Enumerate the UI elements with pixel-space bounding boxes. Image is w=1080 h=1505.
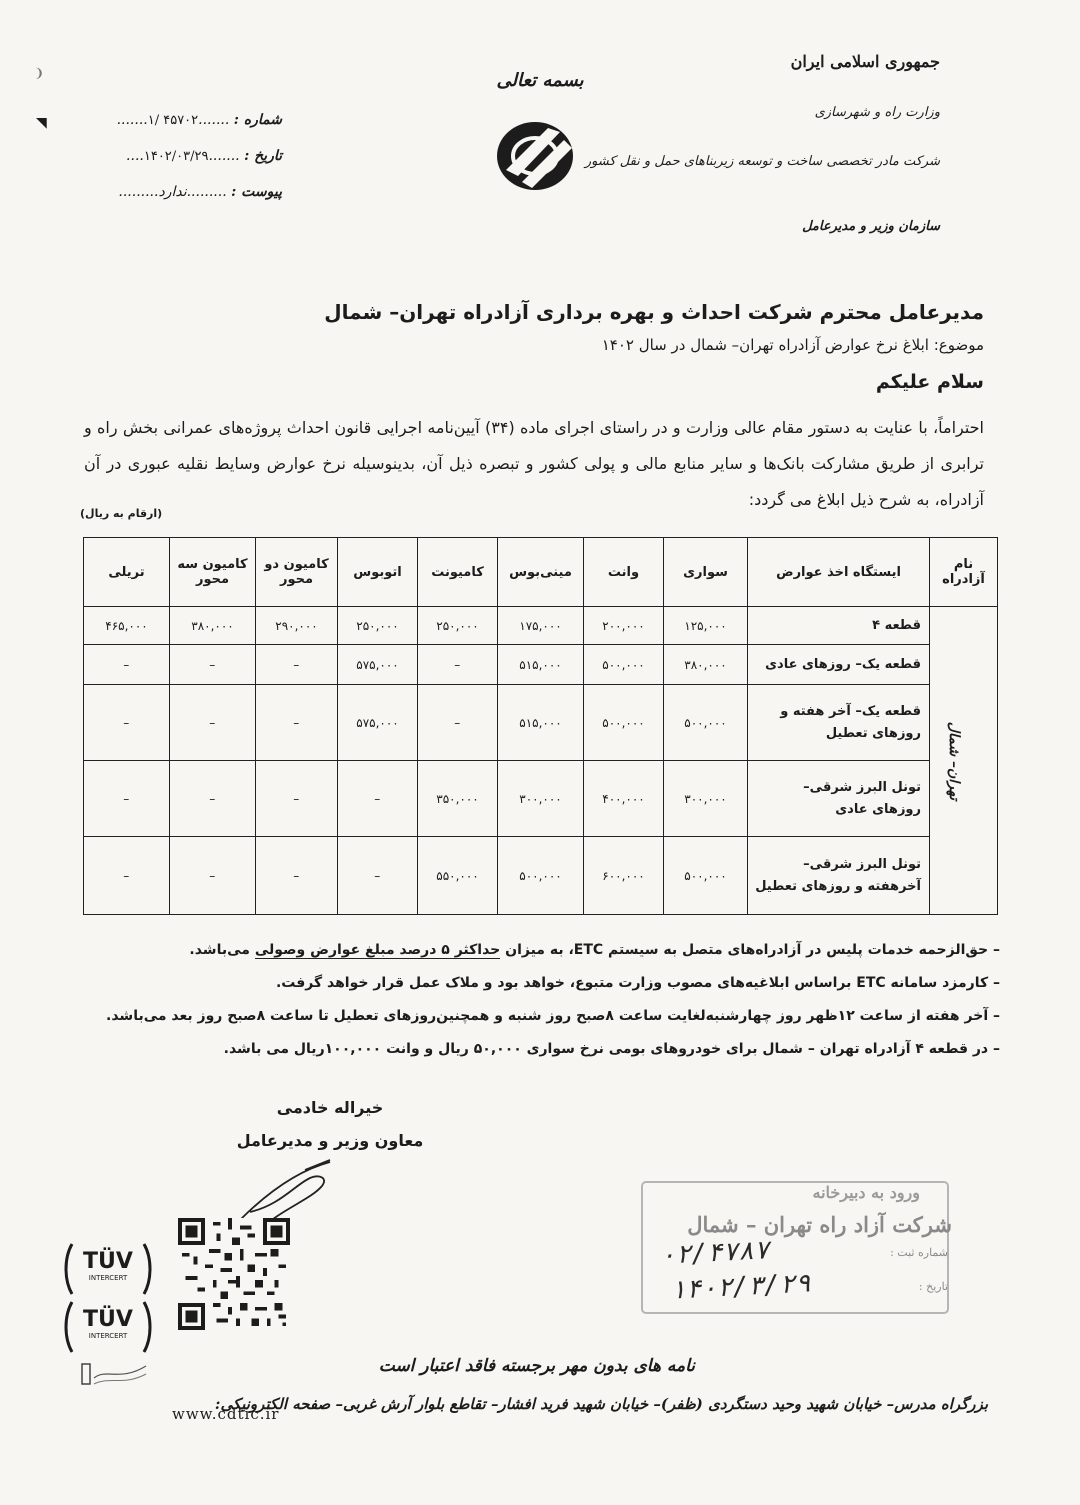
greeting: سلام علیکم <box>875 371 984 393</box>
station-cell: تونل البرز شرقی– روزهای عادی <box>748 761 930 837</box>
footer-validity-note: نامه های بدون مهر برجسته فاقد اعتبار است <box>378 1356 695 1376</box>
footer-website-link[interactable]: www.cdtic.ir <box>172 1405 280 1423</box>
notes <box>80 934 1000 1066</box>
rate-cell: ۳۸۰,۰۰۰ <box>170 607 256 645</box>
body-paragraph: احتراماً، با عنایت به دستور مقام عالی وزارت و در راستای اجرای ماده (۳۴) آیین‌نامه اجرایی قانون احداث پروژه‌های عمرانی بخش راه و ترابری از طریق مشارکت بانک‌ها و سایر منابع مالی و پولی کشور و تبصره ذیل آن، بدینوسیله نرخ عوارض وسایط نقلیه عبوری در آن آزادراه، به شرح ذیل ابلاغ می گردد: <box>84 418 985 509</box>
department-name: سازمان وزیر و مدیرعامل <box>802 219 940 234</box>
signer-block <box>230 1098 430 1150</box>
note-text: می‌باشد. <box>189 942 255 958</box>
rate-cell: ۶۰۰,۰۰۰ <box>584 837 664 915</box>
note-underlined: حداکثر ۵ درصد مبلغ عوارض وصولی <box>254 942 501 958</box>
attachment-row: پیوست : .........ندارد......... <box>118 184 282 200</box>
rate-cell: – <box>418 645 498 685</box>
rate-cell: ۳۰۰,۰۰۰ <box>664 761 748 837</box>
rate-cell: – <box>84 645 170 685</box>
column-header: اتوبوس <box>338 538 418 607</box>
table-header-row <box>84 538 998 607</box>
station-cell: قطعه یک– روزهای عادی <box>748 645 930 685</box>
tuv-certification-icon <box>62 1296 154 1358</box>
punch-mark: ❩ <box>34 66 45 80</box>
units-note: (ارقام به ریال) <box>80 507 163 520</box>
rate-cell: – <box>338 761 418 837</box>
note-item: – آخر هفته از ساعت ۱۲ظهر روز چهارشنبه‌لغایت ساعت ۸صبح روز شنبه و همچنین‌روزهای تعطیل تا ساعت ۸صبح روز بعد می‌باشد. <box>106 1008 1000 1024</box>
column-header: مینی‌بوس <box>498 538 584 607</box>
attachment-label: پیوست : <box>231 184 282 200</box>
column-header: نام آزادراه <box>930 538 998 607</box>
letter-meta <box>92 112 282 220</box>
number-value: ۱/ ۴۵۷۰۲ <box>147 113 199 128</box>
tuv-subtext: INTERCERT <box>88 1274 128 1282</box>
stamp-date-label: تاریخ : <box>918 1280 948 1293</box>
rate-cell: – <box>418 685 498 761</box>
note-text: – حق‌الزحمه خدمات پلیس در آزادراه‌های متصل به سیستم ETC، به میزان <box>500 942 1000 958</box>
table-row <box>84 645 998 685</box>
rate-cell: ۲۵۰,۰۰۰ <box>418 607 498 645</box>
rate-cell: ۴۶۵,۰۰۰ <box>84 607 170 645</box>
table-row <box>84 761 998 837</box>
rate-cell: ۵۰۰,۰۰۰ <box>584 685 664 761</box>
rate-cell: ۲۰۰,۰۰۰ <box>584 607 664 645</box>
rate-cell: ۵۱۵,۰۰۰ <box>498 645 584 685</box>
note-item <box>80 934 1000 967</box>
rate-cell: – <box>84 685 170 761</box>
rate-cell: ۱۲۵,۰۰۰ <box>664 607 748 645</box>
basmala: بسمه تعالی <box>496 70 584 91</box>
table-row <box>84 837 998 915</box>
footer-address: بزرگراه مدرس– خیابان شهید وحید دستگردی (ظفر)– خیابان شهید فرید افشار– تقاطع بلوار آرش غربی– صفحه الکترونیکی: <box>214 1395 988 1413</box>
rate-cell: – <box>170 761 256 837</box>
signer-name: خیراله خادمی <box>276 1098 384 1117</box>
signer-title: معاون وزیر و مدیرعامل <box>236 1131 424 1150</box>
letterhead <box>580 52 940 234</box>
date-value: ۱۴۰۲/۰۳/۲۹ <box>143 149 209 164</box>
handwritten-number: ۰۲/۴۷۸۷ <box>659 1235 771 1271</box>
rate-cell: ۳۵۰,۰۰۰ <box>418 761 498 837</box>
rate-cell: ۱۷۵,۰۰۰ <box>498 607 584 645</box>
rate-cell: ۳۸۰,۰۰۰ <box>664 645 748 685</box>
column-header: کامیونت <box>418 538 498 607</box>
rate-cell: ۵۷۵,۰۰۰ <box>338 645 418 685</box>
rate-cell: – <box>256 837 338 915</box>
rate-cell: – <box>256 645 338 685</box>
subject: موضوع: ابلاغ نرخ عوارض آزادراه تهران– شمال در سال ۱۴۰۲ <box>601 336 984 354</box>
toll-rates-table <box>83 537 998 915</box>
station-cell: تونل البرز شرقی– آخرهفته و روزهای تعطیل <box>748 837 930 915</box>
rate-cell: ۵۵۰,۰۰۰ <box>418 837 498 915</box>
note-item: – در قطعه ۴ آزادراه تهران – شمال برای خودروهای بومی نرخ سواری ۵۰,۰۰۰ ریال و وانت ۱۰۰,۰۰۰ریال می باشد. <box>223 1041 1000 1057</box>
rate-cell: – <box>256 685 338 761</box>
number-row: شماره : .......۱/ ۴۵۷۰۲....... <box>116 112 282 128</box>
tuv-text: TÜV <box>83 1307 133 1332</box>
handwritten-date: ۱۴۰۲/۳/۲۹ <box>669 1268 812 1306</box>
attachment-value: ندارد <box>158 184 187 200</box>
company-logo-icon <box>488 118 583 193</box>
tuv-subtext: INTERCERT <box>88 1332 128 1340</box>
tuv-certification-icon <box>62 1238 154 1300</box>
rate-cell: ۵۰۰,۰۰۰ <box>664 685 748 761</box>
rate-cell: ۵۱۵,۰۰۰ <box>498 685 584 761</box>
rate-cell: – <box>84 837 170 915</box>
column-header: کامیون سه محور <box>170 538 256 607</box>
rate-cell: ۵۰۰,۰۰۰ <box>664 837 748 915</box>
company-name: شرکت مادر تخصصی ساخت و توسعه زیربناهای حمل و نقل کشور <box>584 154 940 169</box>
rate-cell: ۲۹۰,۰۰۰ <box>256 607 338 645</box>
rate-cell: – <box>256 761 338 837</box>
rate-cell: ۵۰۰,۰۰۰ <box>584 645 664 685</box>
rate-cell: – <box>170 837 256 915</box>
freeway-name: تهران– شمال <box>945 721 962 800</box>
column-header: سواری <box>664 538 748 607</box>
corner-mark-icon: ◥ <box>36 115 47 131</box>
rate-cell: – <box>338 837 418 915</box>
addressee: مدیرعامل محترم شرکت احداث و بهره برداری آزادراه تهران– شمال <box>324 300 984 324</box>
table-row <box>84 607 998 645</box>
column-header: تریلی <box>84 538 170 607</box>
date-row: تاریخ : .......۱۴۰۲/۰۳/۲۹.... <box>126 148 282 164</box>
rate-cell: ۳۰۰,۰۰۰ <box>498 761 584 837</box>
stamp-number-label: شماره ثبت : <box>890 1246 948 1259</box>
rate-cell: – <box>84 761 170 837</box>
rate-cell: ۵۰۰,۰۰۰ <box>498 837 584 915</box>
column-header: ایستگاه اخذ عوارض <box>748 538 930 607</box>
tuv-text: TÜV <box>83 1249 133 1274</box>
number-label: شماره : <box>233 112 282 128</box>
date-label: تاریخ : <box>244 148 282 164</box>
emblem-icon <box>80 1358 150 1388</box>
ministry-name: وزارت راه و شهرسازی <box>814 105 940 120</box>
freeway-name-cell <box>930 607 998 915</box>
column-header: وانت <box>584 538 664 607</box>
rate-cell: ۵۷۵,۰۰۰ <box>338 685 418 761</box>
column-header: کامیون دو محور <box>256 538 338 607</box>
rate-cell: – <box>170 685 256 761</box>
note-item: – کارمزد سامانه ETC براساس ابلاغیه‌های مصوب وزارت متبوع، خواهد بود و ملاک عمل قرار خواهد گرفت. <box>275 975 1000 991</box>
stamp-line-2: شرکت آزاد راه تهران – شمال <box>687 1212 952 1237</box>
rate-cell: ۴۰۰,۰۰۰ <box>584 761 664 837</box>
rate-cell: – <box>170 645 256 685</box>
station-cell: قطعه ۴ <box>748 607 930 645</box>
table-row <box>84 685 998 761</box>
stamp-line-1: ورود به دبیرخانه <box>812 1183 920 1202</box>
station-cell: قطعه یک– آخر هفته و روزهای تعطیل <box>748 685 930 761</box>
rate-cell: ۲۵۰,۰۰۰ <box>338 607 418 645</box>
qr-code-icon <box>178 1218 290 1330</box>
republic-name: جمهوری اسلامی ایران <box>790 52 940 71</box>
